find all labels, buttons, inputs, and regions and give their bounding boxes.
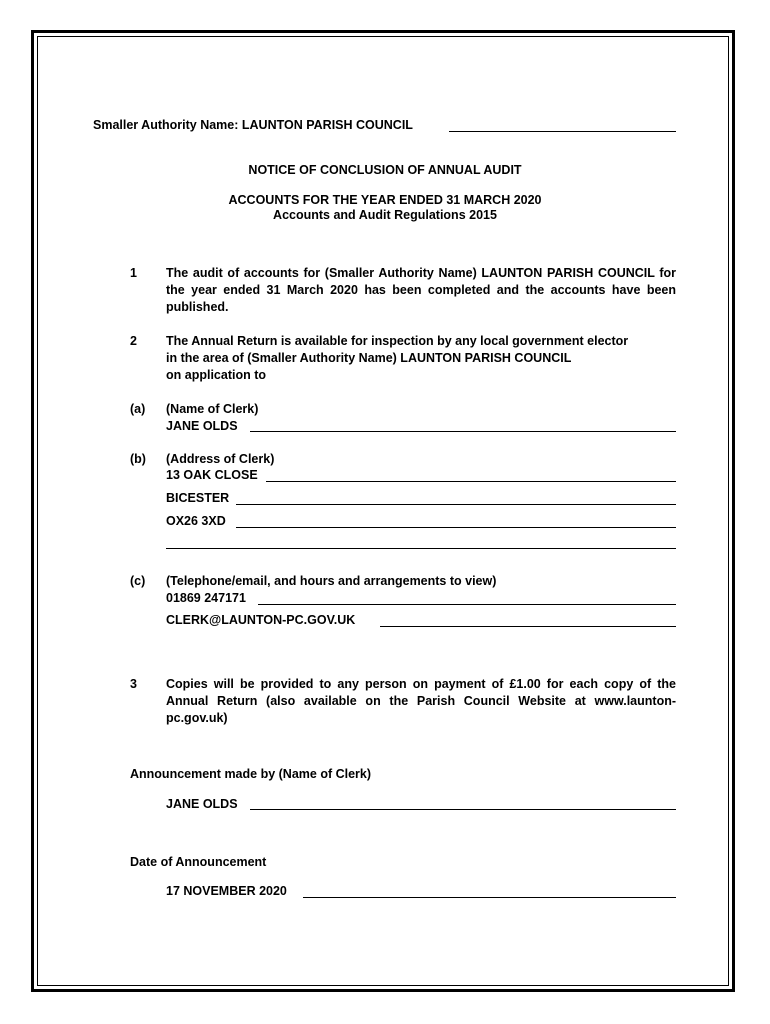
clerk-email: CLERK@LAUNTON-PC.GOV.UK bbox=[166, 613, 356, 627]
item-3-text: Copies will be provided to any person on payment of £1.00 for each copy of the Annual Return (also available on the Parish Council Website at www.launton-pc.gov.uk) bbox=[166, 677, 676, 725]
item-2-line-3: on application to bbox=[166, 368, 266, 382]
item-1-number: 1 bbox=[130, 266, 137, 280]
accounts-heading: ACCOUNTS FOR THE YEAR ENDED 31 MARCH 2020 bbox=[228, 193, 542, 207]
announcement-underline bbox=[250, 809, 676, 810]
item-2-line-1: The Annual Return is available for inspection by any local government elector bbox=[166, 334, 629, 348]
item-c-number: (c) bbox=[130, 574, 146, 588]
date-underline bbox=[303, 897, 676, 898]
item-a-number: (a) bbox=[130, 402, 146, 416]
regulations-heading: Accounts and Audit Regulations 2015 bbox=[273, 208, 497, 222]
address-line-1-underline bbox=[266, 481, 676, 482]
item-b-number: (b) bbox=[130, 452, 146, 466]
clerk-phone: 01869 247171 bbox=[166, 591, 246, 605]
authority-underline bbox=[449, 131, 676, 132]
announcement-clerk-name: JANE OLDS bbox=[166, 797, 238, 811]
notice-heading: NOTICE OF CONCLUSION OF ANNUAL AUDIT bbox=[248, 163, 522, 177]
item-1-text: The audit of accounts for (Smaller Authority Name) LAUNTON PARISH COUNCIL for the year ended 31 March 2020 has been completed and the accounts have been published. bbox=[166, 266, 676, 314]
clerk-name-underline bbox=[250, 431, 676, 432]
item-2-line-2: in the area of (Smaller Authority Name) LAUNTON PARISH COUNCIL bbox=[166, 351, 572, 365]
address-line-3-underline bbox=[236, 527, 676, 528]
address-line-2-underline bbox=[236, 504, 676, 505]
item-2-number: 2 bbox=[130, 334, 137, 348]
announcement-date: 17 NOVEMBER 2020 bbox=[166, 884, 287, 898]
address-line-4-underline bbox=[166, 548, 676, 549]
contact-label: (Telephone/email, and hours and arrangements to view) bbox=[166, 574, 497, 588]
phone-underline bbox=[258, 604, 676, 605]
address-line-2: BICESTER bbox=[166, 491, 230, 505]
clerk-name-value: JANE OLDS bbox=[166, 419, 238, 433]
authority-name-line: Smaller Authority Name: LAUNTON PARISH COUNCIL bbox=[93, 118, 413, 132]
date-label: Date of Announcement bbox=[130, 855, 267, 869]
announcement-label: Announcement made by (Name of Clerk) bbox=[130, 767, 372, 781]
clerk-address-label: (Address of Clerk) bbox=[166, 452, 275, 466]
address-line-1: 13 OAK CLOSE bbox=[166, 468, 258, 482]
item-3-number: 3 bbox=[130, 677, 137, 691]
address-line-3: OX26 3XD bbox=[166, 514, 226, 528]
clerk-name-label: (Name of Clerk) bbox=[166, 402, 259, 416]
email-underline bbox=[380, 626, 676, 627]
